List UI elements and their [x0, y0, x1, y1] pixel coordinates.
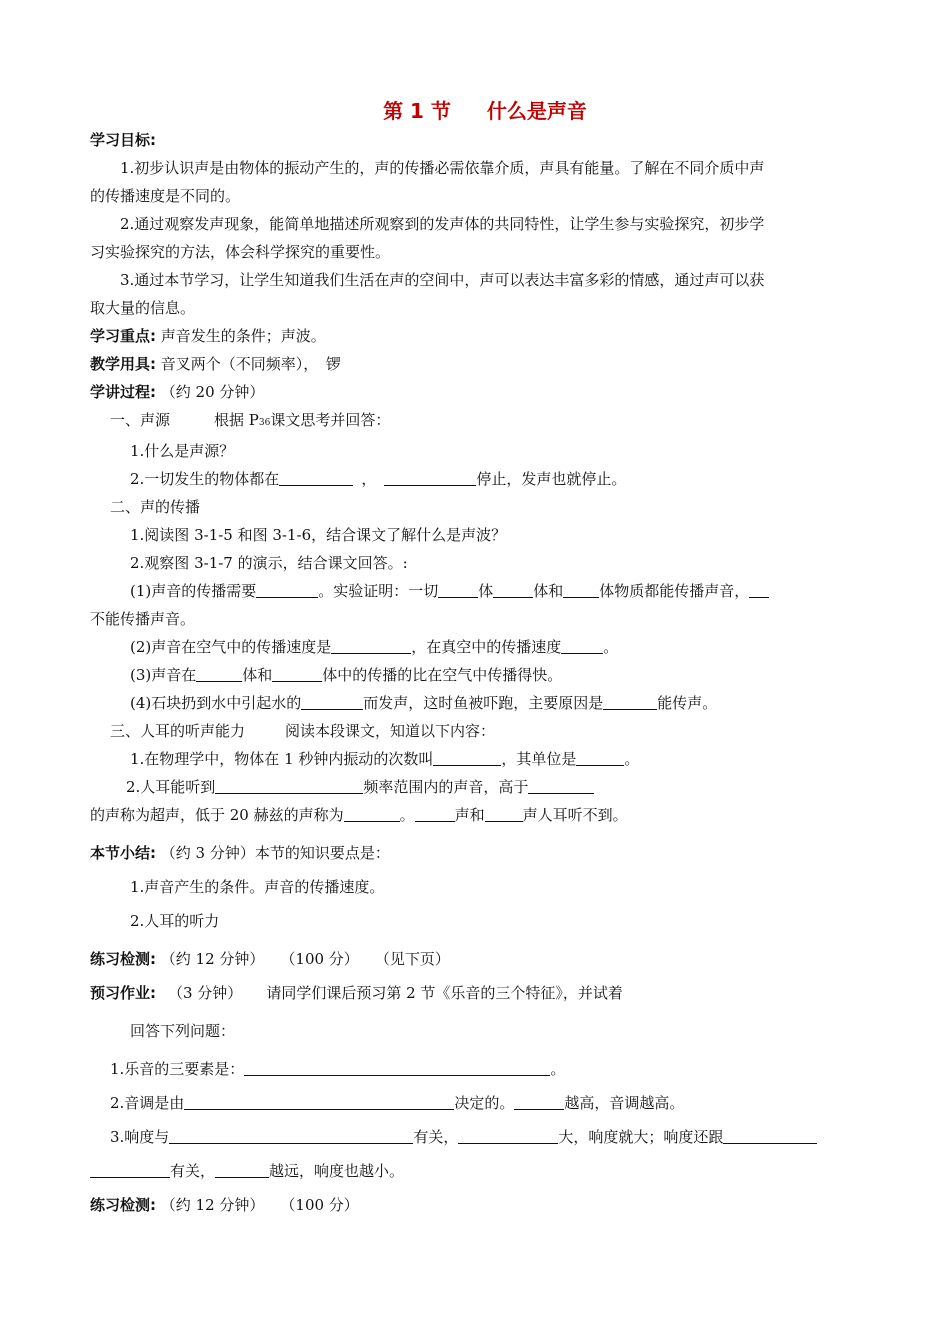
practice-line-2: 练习检测: （约 12 分钟） （100 分） — [90, 1196, 359, 1214]
goal-2-line-1: 2.通过观察发声现象，能简单地描述所观察到的发声体的共同特性，让学生参与实验探究，初步学 — [120, 215, 765, 233]
answer-blank[interactable] — [723, 1127, 817, 1144]
answer-blank[interactable] — [90, 1161, 170, 1178]
answer-blank[interactable] — [272, 665, 322, 682]
focus-text: 声音发生的条件；声波。 — [160, 327, 326, 345]
summary-label: 本节小结: — [90, 844, 156, 862]
summary-item-1: 1.声音产生的条件。声音的传播速度。 — [130, 878, 385, 896]
section-2-heading: 二、声的传播 — [110, 498, 201, 516]
answer-blank[interactable] — [301, 693, 363, 710]
tools-label: 教学用具: — [90, 355, 156, 373]
answer-blank[interactable] — [493, 581, 533, 598]
answer-blank[interactable] — [331, 637, 411, 654]
s1-question-2: 2.一切发生的物体都在 ， 停止，发声也就停止。 — [130, 470, 627, 488]
answer-blank[interactable] — [563, 581, 599, 598]
s2-part-1: (1)声音的传播需要 。实验证明：一切 体 体和 体物质都能传播声音， — [90, 577, 860, 605]
preview-label: 预习作业: — [90, 984, 156, 1002]
answer-blank[interactable] — [528, 777, 594, 794]
page-title — [90, 98, 860, 124]
goals-label: 学习目标: — [90, 131, 156, 149]
goal-3-line-2: 取大量的信息。 — [90, 299, 196, 317]
answer-blank[interactable] — [415, 805, 455, 822]
s3-question-1: 1.在物理学中，物体在 1 秒钟内振动的次数叫 ，其单位是 。 — [130, 750, 640, 768]
title-topic: 什么是声音 — [486, 99, 587, 123]
answer-blank[interactable] — [169, 1127, 413, 1144]
s2-question-1: 1.阅读图 3-1-5 和图 3-1-6，结合课文了解什么是声波？ — [130, 526, 507, 544]
goal-1-line-2: 的传播速度是不同的。 — [90, 187, 241, 205]
preview-question-3-cont: 有关， 越远，响度也越小。 — [90, 1157, 860, 1185]
title-section: 第 1 节 — [383, 99, 451, 123]
tools-text: 音叉两个（不同频率）， 锣 — [160, 355, 341, 373]
summary-line: 本节小结: （约 3 分钟）本节的知识要点是： — [90, 844, 390, 862]
preview-question-1: 1.乐音的三要素是： 。 — [110, 1060, 566, 1078]
answer-blank[interactable] — [196, 665, 242, 682]
process-text: （约 20 分钟） — [160, 383, 265, 401]
preview-question-2: 2.音调是由 决定的。 越高，音调越高。 — [110, 1094, 685, 1112]
s1-question-1: 1.什么是声源？ — [130, 442, 235, 460]
answer-blank[interactable] — [344, 805, 400, 822]
answer-blank[interactable] — [458, 1127, 558, 1144]
section-3-heading: 三、人耳的听声能力 阅读本段课文，知道以下内容： — [110, 722, 496, 740]
s3-question-2-cont: 的声称为超声，低于 20 赫兹的声称为 。 声和 声人耳听不到。 — [90, 806, 628, 824]
goal-2-line-2: 习实验探究的方法，体会科学探究的重要性。 — [90, 243, 391, 261]
practice-line: 练习检测: （约 12 分钟） （100 分） （见下页） — [90, 950, 450, 968]
s3-question-2: 2.人耳能听到 频率范围内的声音，高于 — [90, 773, 860, 801]
s2-part-1-cont: 不能传播声音。 — [90, 610, 196, 628]
answer-blank[interactable] — [603, 693, 657, 710]
answer-blank[interactable] — [384, 469, 476, 486]
preview-line-2: 回答下列问题： — [130, 1022, 236, 1040]
answer-blank[interactable] — [215, 1161, 269, 1178]
answer-blank[interactable] — [576, 749, 624, 766]
answer-blank[interactable] — [485, 805, 523, 822]
section-1-heading: 一、声源 根据 P36课文思考并回答： — [110, 411, 391, 429]
s2-question-2: 2.观察图 3-1-7 的演示，结合课文回答。: — [130, 554, 408, 572]
answer-blank[interactable] — [514, 1093, 564, 1110]
answer-blank[interactable] — [256, 581, 318, 598]
tools-line — [90, 350, 860, 378]
answer-blank[interactable] — [561, 637, 603, 654]
preview-question-3: 3.响度与 有关， 大，响度就大；响度还跟 — [90, 1123, 860, 1151]
s2-part-4: (4)石块扔到水中引起水的 而发声，这时鱼被吓跑，主要原因是 能传声。 — [130, 694, 718, 712]
focus-line — [90, 322, 860, 350]
answer-blank[interactable] — [433, 749, 501, 766]
practice-label: 练习检测: — [90, 950, 156, 968]
goal-3-line-1: 3.通过本节学习，让学生知道我们生活在声的空间中，声可以表达丰富多彩的情感，通过声可以获 — [120, 271, 765, 289]
answer-blank[interactable] — [438, 581, 478, 598]
answer-blank[interactable] — [244, 1059, 550, 1076]
answer-blank[interactable] — [749, 581, 769, 598]
practice-label-2: 练习检测: — [90, 1196, 156, 1214]
answer-blank[interactable] — [184, 1093, 454, 1110]
s2-part-2: (2)声音在空气中的传播速度是 ，在真空中的传播速度 。 — [130, 638, 619, 656]
process-label: 学讲过程: — [90, 383, 156, 401]
answer-blank[interactable] — [279, 469, 353, 486]
s2-part-3: (3)声音在 体和 体中的传播的比在空气中传播得快。 — [130, 666, 563, 684]
summary-item-2: 2.人耳的听力 — [130, 912, 220, 930]
answer-blank[interactable] — [215, 777, 363, 794]
goal-1-line-1: 1.初步认识声是由物体的振动产生的，声的传播必需依靠介质，声具有能量。了解在不同介质中声 — [120, 159, 765, 177]
focus-label: 学习重点: — [90, 327, 156, 345]
preview-line: 预习作业: （3 分钟） 请同学们课后预习第 2 节《乐音的三个特征》，并试着 — [90, 984, 623, 1002]
process-line — [90, 378, 860, 406]
